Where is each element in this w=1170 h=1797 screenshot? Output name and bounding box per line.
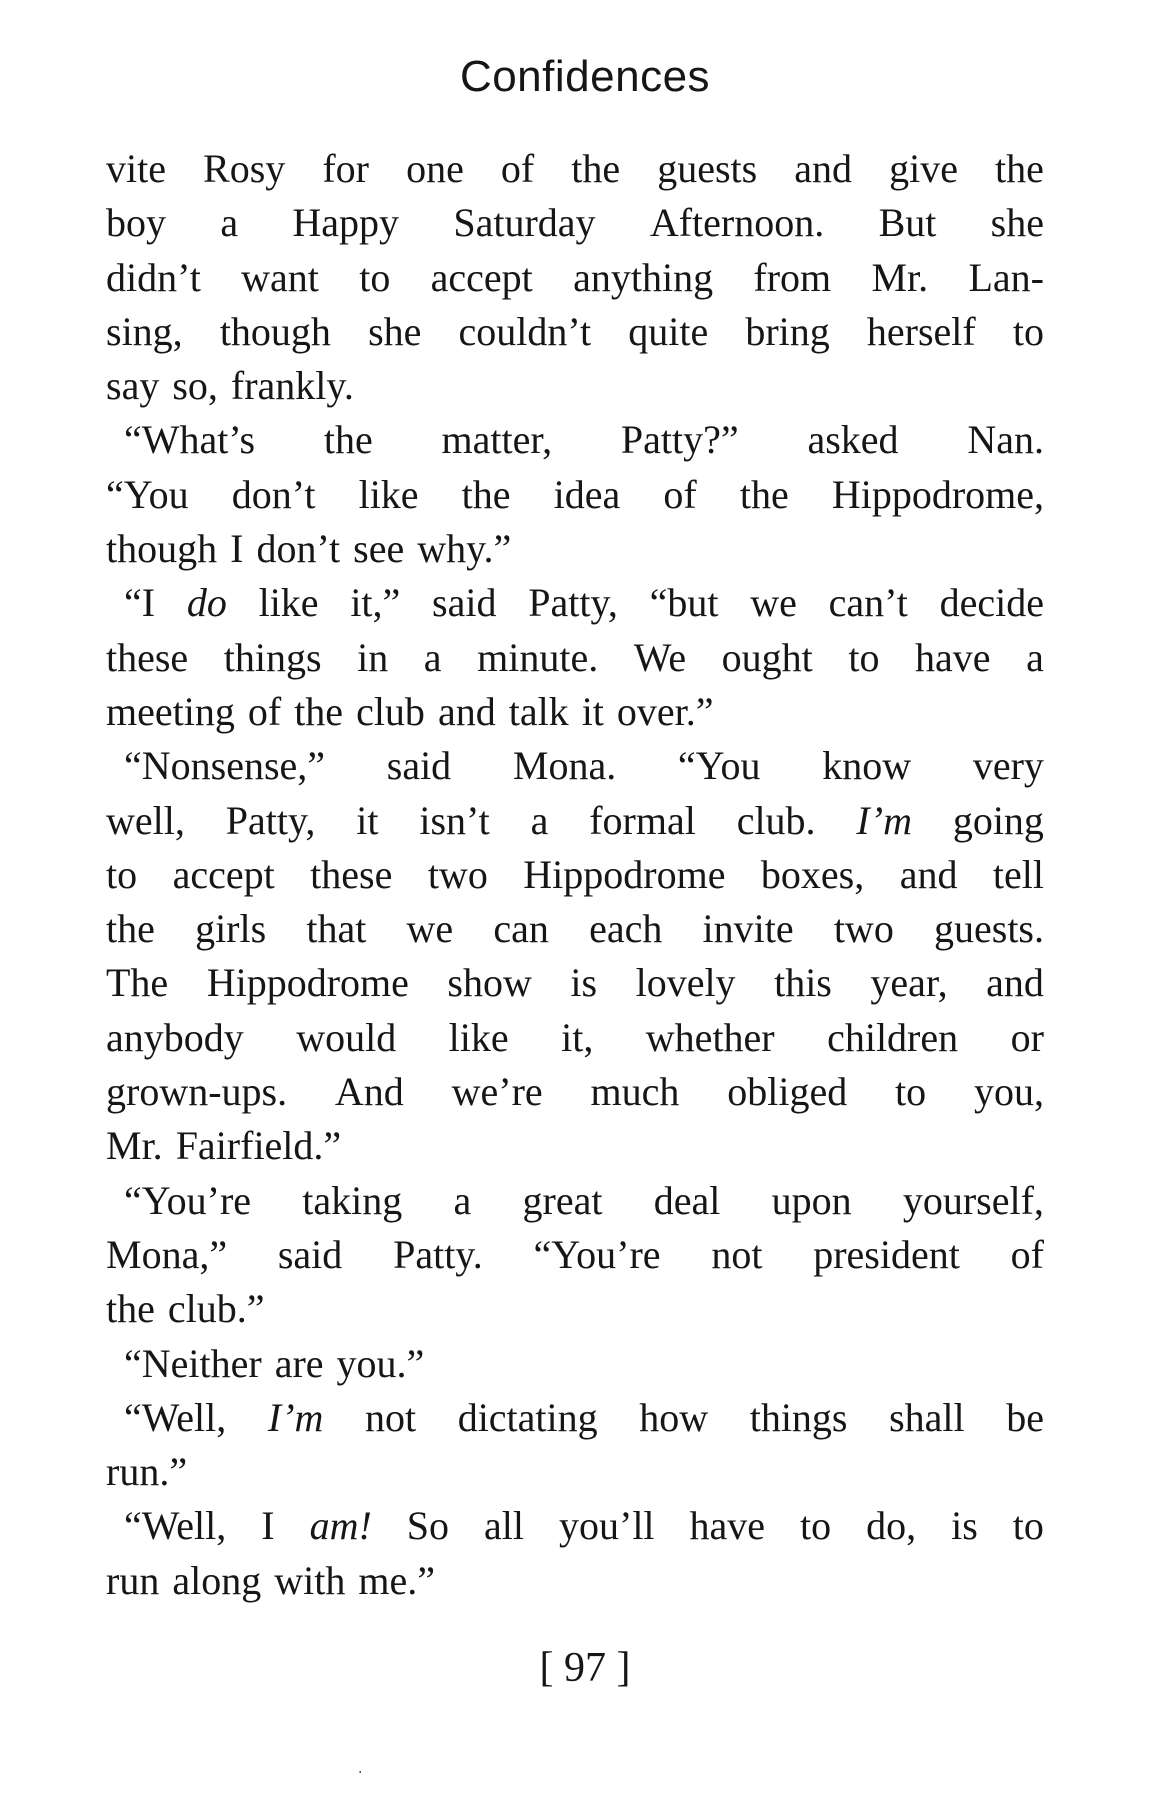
word: said [277, 1231, 343, 1277]
text-line [106, 956, 1044, 1010]
text-line [106, 902, 1044, 956]
word: Lan- [968, 254, 1044, 300]
word: “Well, [124, 1394, 227, 1440]
word: great [522, 1177, 603, 1223]
word: didn’t [106, 254, 201, 300]
word: president [813, 1231, 960, 1277]
word: two [427, 851, 488, 897]
word: do, [866, 1503, 917, 1549]
word: said [432, 580, 497, 626]
word: the [995, 146, 1044, 191]
word: The [106, 960, 169, 1006]
page-number: [ 97 ] [539, 1645, 631, 1691]
word: like [358, 471, 419, 517]
word: said [386, 743, 452, 789]
word: why.” [417, 526, 512, 572]
text-line [106, 1174, 1044, 1228]
word: one [406, 146, 464, 191]
word: the [106, 1286, 155, 1332]
word: the [739, 471, 789, 517]
word: have [915, 634, 991, 680]
text-line [106, 1391, 1044, 1445]
word: shall [889, 1394, 965, 1440]
word: lovely [635, 960, 736, 1006]
word: the [323, 417, 373, 463]
text-line [106, 468, 1044, 522]
word: sing, [106, 308, 183, 354]
word: along [172, 1557, 262, 1603]
word: much [590, 1069, 680, 1115]
word: Afternoon. [649, 200, 825, 246]
word: Mona,” [106, 1231, 228, 1277]
word: it,” [350, 580, 401, 626]
word: I’m [856, 797, 912, 843]
word: guests [657, 146, 758, 191]
word: the [461, 471, 511, 517]
paragraph [106, 1174, 1044, 1337]
word: me.” [358, 1557, 435, 1603]
word: grown-ups. [106, 1069, 288, 1115]
word: in [357, 634, 389, 680]
word: for [322, 146, 369, 191]
word: bring [745, 308, 830, 354]
word: very [972, 743, 1044, 789]
text-line [106, 1228, 1044, 1282]
word: how [639, 1394, 709, 1440]
text-line [106, 1011, 1044, 1065]
word: do [186, 580, 227, 626]
word: meeting [106, 688, 235, 734]
word: to [848, 634, 880, 680]
word: can’t [828, 580, 908, 626]
word: things [223, 634, 322, 680]
word: to [800, 1503, 832, 1549]
word: Rosy [203, 146, 286, 191]
text-line [106, 685, 1044, 739]
word: Patty, [225, 797, 316, 843]
text-line [106, 576, 1044, 630]
word: a [530, 797, 549, 843]
word: “Nonsense,” [124, 743, 326, 789]
word: children [827, 1014, 959, 1060]
word: to [895, 1069, 927, 1115]
word: matter, [441, 417, 553, 463]
print-speck: ‧ [358, 1766, 363, 1781]
word: We [633, 634, 687, 680]
word: “You’re [124, 1177, 252, 1223]
word: formal [589, 797, 696, 843]
text-line [106, 251, 1044, 305]
word: boy [106, 200, 166, 246]
word: say [106, 363, 160, 409]
word: the [106, 906, 155, 952]
word: of [663, 471, 697, 517]
word: though [106, 526, 218, 572]
word: so, [172, 363, 218, 409]
paragraph [106, 413, 1044, 576]
word: herself [866, 308, 976, 354]
word: she [368, 308, 422, 354]
word: Saturday [453, 200, 596, 246]
word: to [106, 851, 138, 897]
word: upon [771, 1177, 852, 1223]
text-line [106, 739, 1044, 793]
paragraph [106, 142, 1044, 413]
word: Hippodrome [206, 960, 409, 1006]
word: idea [553, 471, 621, 517]
word: decide [939, 580, 1044, 626]
word: club. [736, 797, 816, 843]
word: to [1012, 1503, 1044, 1549]
word: Patty. [393, 1231, 483, 1277]
word: is [570, 960, 598, 1006]
word: all [484, 1503, 525, 1549]
word: accept [430, 254, 533, 300]
text-line [106, 631, 1044, 685]
word: not [364, 1394, 417, 1440]
word: I’m [267, 1394, 324, 1440]
word: whether [645, 1014, 775, 1060]
text-line [106, 305, 1044, 359]
word: run [106, 1557, 160, 1603]
paragraph [106, 576, 1044, 739]
word: obliged [727, 1069, 848, 1115]
word: or [1010, 1014, 1044, 1060]
word: it, [561, 1014, 594, 1060]
word: though [219, 308, 331, 354]
word: And [334, 1069, 404, 1115]
word: vite [106, 146, 166, 191]
text-line [106, 1119, 1044, 1173]
word: Mr. [106, 1123, 163, 1169]
word: with [274, 1557, 346, 1603]
word: yourself, [902, 1177, 1044, 1223]
word: year, [870, 960, 948, 1006]
word: these [106, 634, 189, 680]
word: this [774, 960, 832, 1006]
word: Mr. [871, 254, 929, 300]
body-text [106, 142, 1044, 1608]
word: boxes, [760, 851, 865, 897]
text-line [106, 196, 1044, 250]
word: these [310, 851, 393, 897]
word: not [711, 1231, 763, 1277]
word: “but [649, 580, 719, 626]
word: I [261, 1503, 275, 1549]
word: “Well, [124, 1503, 227, 1549]
word: ought [721, 634, 813, 680]
text-line [106, 359, 1044, 413]
word: can [493, 906, 549, 952]
word: give [889, 146, 958, 191]
word: two [833, 906, 894, 952]
text-line [106, 1065, 1044, 1119]
word: Hippodrome, [831, 471, 1044, 517]
text-line [106, 1445, 1044, 1499]
word: that [306, 906, 367, 952]
word: a [1026, 634, 1044, 680]
word: don’t [256, 526, 341, 572]
word: would [296, 1014, 397, 1060]
word: to [359, 254, 391, 300]
word: Nan. [967, 417, 1044, 463]
word: Happy [292, 200, 400, 246]
word: is [951, 1503, 978, 1549]
word: invite [702, 906, 794, 952]
word: be [1006, 1394, 1044, 1440]
word: know [822, 743, 912, 789]
word: of [1010, 1231, 1044, 1277]
word: we [406, 906, 454, 952]
word: isn’t [419, 797, 490, 843]
word: and [899, 851, 958, 897]
text-line [106, 1499, 1044, 1553]
text-line [106, 522, 1044, 576]
paragraph [106, 1391, 1044, 1500]
word: it [581, 688, 604, 734]
word: But [878, 200, 937, 246]
word: “You [106, 471, 189, 517]
word: Hippodrome [523, 851, 726, 897]
word: Patty, [528, 580, 618, 626]
word: of [247, 688, 282, 734]
word: club [356, 688, 425, 734]
word: talk [508, 688, 569, 734]
text-line [106, 1337, 1044, 1391]
word: dictating [457, 1394, 598, 1440]
word: and [986, 960, 1044, 1006]
word: club.” [167, 1286, 265, 1332]
paragraph [106, 1499, 1044, 1608]
word: “What’s [124, 417, 256, 463]
text-line [106, 1554, 1044, 1608]
word: going [952, 797, 1044, 843]
text-line [106, 848, 1044, 902]
word: each [589, 906, 663, 952]
word: the [571, 146, 621, 191]
word: we [750, 580, 797, 626]
word: see [353, 526, 405, 572]
word: it [356, 797, 379, 843]
word: the [294, 688, 344, 734]
word: Patty?” [620, 417, 739, 463]
text-line [106, 1282, 1044, 1336]
word: anything [573, 254, 714, 300]
word: over.” [616, 688, 714, 734]
word: want [241, 254, 319, 300]
text-line [106, 794, 1044, 848]
word: you’ll [559, 1503, 655, 1549]
word: you.” [336, 1340, 425, 1386]
word: like [258, 580, 319, 626]
word: couldn’t [458, 308, 592, 354]
word: accept [172, 851, 275, 897]
word: “You [677, 743, 761, 789]
word: a [220, 200, 239, 246]
word: Mona. [512, 743, 617, 789]
word: show [447, 960, 532, 1006]
text-line [106, 413, 1044, 467]
word: have [689, 1503, 766, 1549]
word: like [448, 1014, 509, 1060]
word: deal [653, 1177, 721, 1223]
word: she [990, 200, 1044, 246]
running-head: Confidences [459, 52, 711, 101]
text-line [106, 142, 1044, 196]
word: So [406, 1503, 450, 1549]
word: and [437, 688, 496, 734]
word: of [500, 146, 535, 191]
word: frankly. [230, 363, 354, 409]
word: asked [807, 417, 899, 463]
paragraph [106, 739, 1044, 1173]
word: from [753, 254, 832, 300]
word: I [230, 526, 244, 572]
word: well, [106, 797, 185, 843]
word: anybody [106, 1014, 244, 1060]
word: girls [195, 906, 267, 952]
word: run.” [106, 1449, 188, 1495]
word: are [274, 1340, 324, 1386]
word: tell [992, 851, 1044, 897]
word: guests. [934, 906, 1044, 952]
word: “I [124, 580, 156, 626]
word: we’re [451, 1069, 543, 1115]
word: “Neither [124, 1340, 262, 1386]
word: “You’re [533, 1231, 661, 1277]
word: things [749, 1394, 848, 1440]
word: don’t [231, 471, 316, 517]
word: you, [973, 1069, 1044, 1115]
word: a [453, 1177, 472, 1223]
word: a [423, 634, 442, 680]
paragraph [106, 1337, 1044, 1391]
word: taking [302, 1177, 403, 1223]
word: minute. [477, 634, 599, 680]
word: to [1012, 308, 1044, 354]
word: and [794, 146, 853, 191]
word: Fairfield.” [175, 1123, 342, 1169]
word: am! [309, 1503, 372, 1549]
word: quite [628, 308, 709, 354]
